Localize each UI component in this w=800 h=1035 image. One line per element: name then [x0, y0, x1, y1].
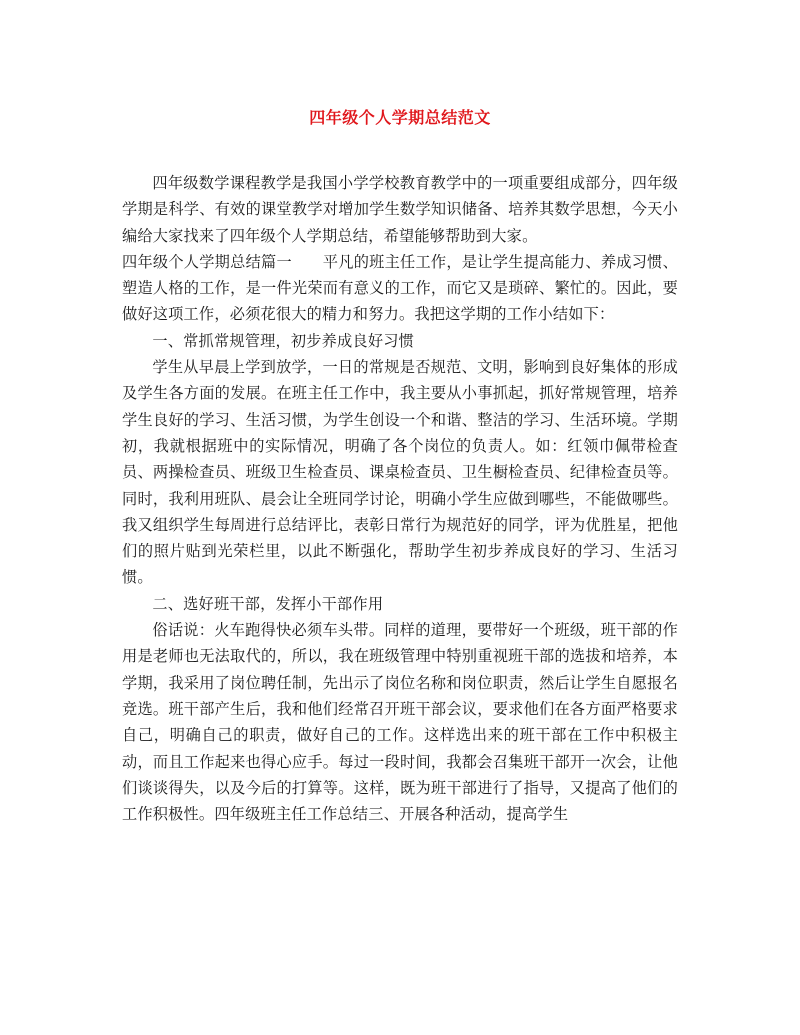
document-body — [122, 170, 678, 827]
section-paragraph-1: 四年级个人学期总结篇一 平凡的班主任工作，是让学生提高能力、养成习惯、塑造人格的工作，是一件光荣而有意义的工作，而它又是琐碎、繁忙的。因此，要做好这项工作，必须花很大的精力和努力。我把这学期的工作小结如下： — [122, 252, 678, 324]
intro-paragraph: 四年级数学课程教学是我国小学学校教育教学中的一项重要组成部分，四年级学期是科学、有效的课堂教学对增加学生数学知识储备、培养其数学思想，今天小编给大家找来了四年级个人学期总结，希望能够帮助到大家。 — [122, 174, 678, 245]
body-paragraph-1: 学生从早晨上学到放学，一日的常规是否规范、文明，影响到良好集体的形成及学生各方面的发展。在班主任工作中，我主要从小事抓起，抓好常规管理，培养学生良好的学习、生活习惯，为学生创设一个和谐、整洁的学习、生活环境。学期初，我就根据班中的实际情况，明确了各个岗位的负责人。如：红领巾佩带检查员、两操检查员、班级卫生检查员、课桌检查员、卫生橱检查员、纪律检查员等。同时，我利用班队、晨会让全班同学讨论，明确小学生应做到哪些，不能做哪些。我又组织学生每周进行总结评比，表彰日常行为规范好的同学，评为优胜星，把他们的照片贴到光荣栏里，以此不断强化，帮助学生初步养成良好的学习、生活习惯。 — [122, 358, 678, 587]
section-heading-2: 二、选好班干部，发挥小干部作用 — [152, 594, 384, 613]
body-paragraph-2: 俗话说：火车跑得快必须车头带。同样的道理，要带好一个班级，班干部的作用是老师也无法取代的，所以，我在班级管理中特别重视班干部的选拔和培养，本学期，我采用了岗位聘任制，先出示了岗位名称和岗位职责，然后让学生自愿报名竞选。班干部产生后，我和他们经常召开班干部会议，要求他们在各方面严格要求自己，明确自己的职责，做好自己的工作。这样选出来的班干部在工作中积极主动，而且工作起来也得心应手。每过一段时间，我都会召集班干部开一次会，让他们谈谈得失，以及今后的打算等。这样，既为班干部进行了指导，又提高了他们的工作积极性。四年级班主任工作总结三、开展各种活动，提高学生 — [122, 621, 678, 824]
document-title: 四年级个人学期总结范文 — [309, 108, 491, 127]
section-heading-1: 一、常抓常规管理，初步养成良好习惯 — [152, 331, 414, 350]
